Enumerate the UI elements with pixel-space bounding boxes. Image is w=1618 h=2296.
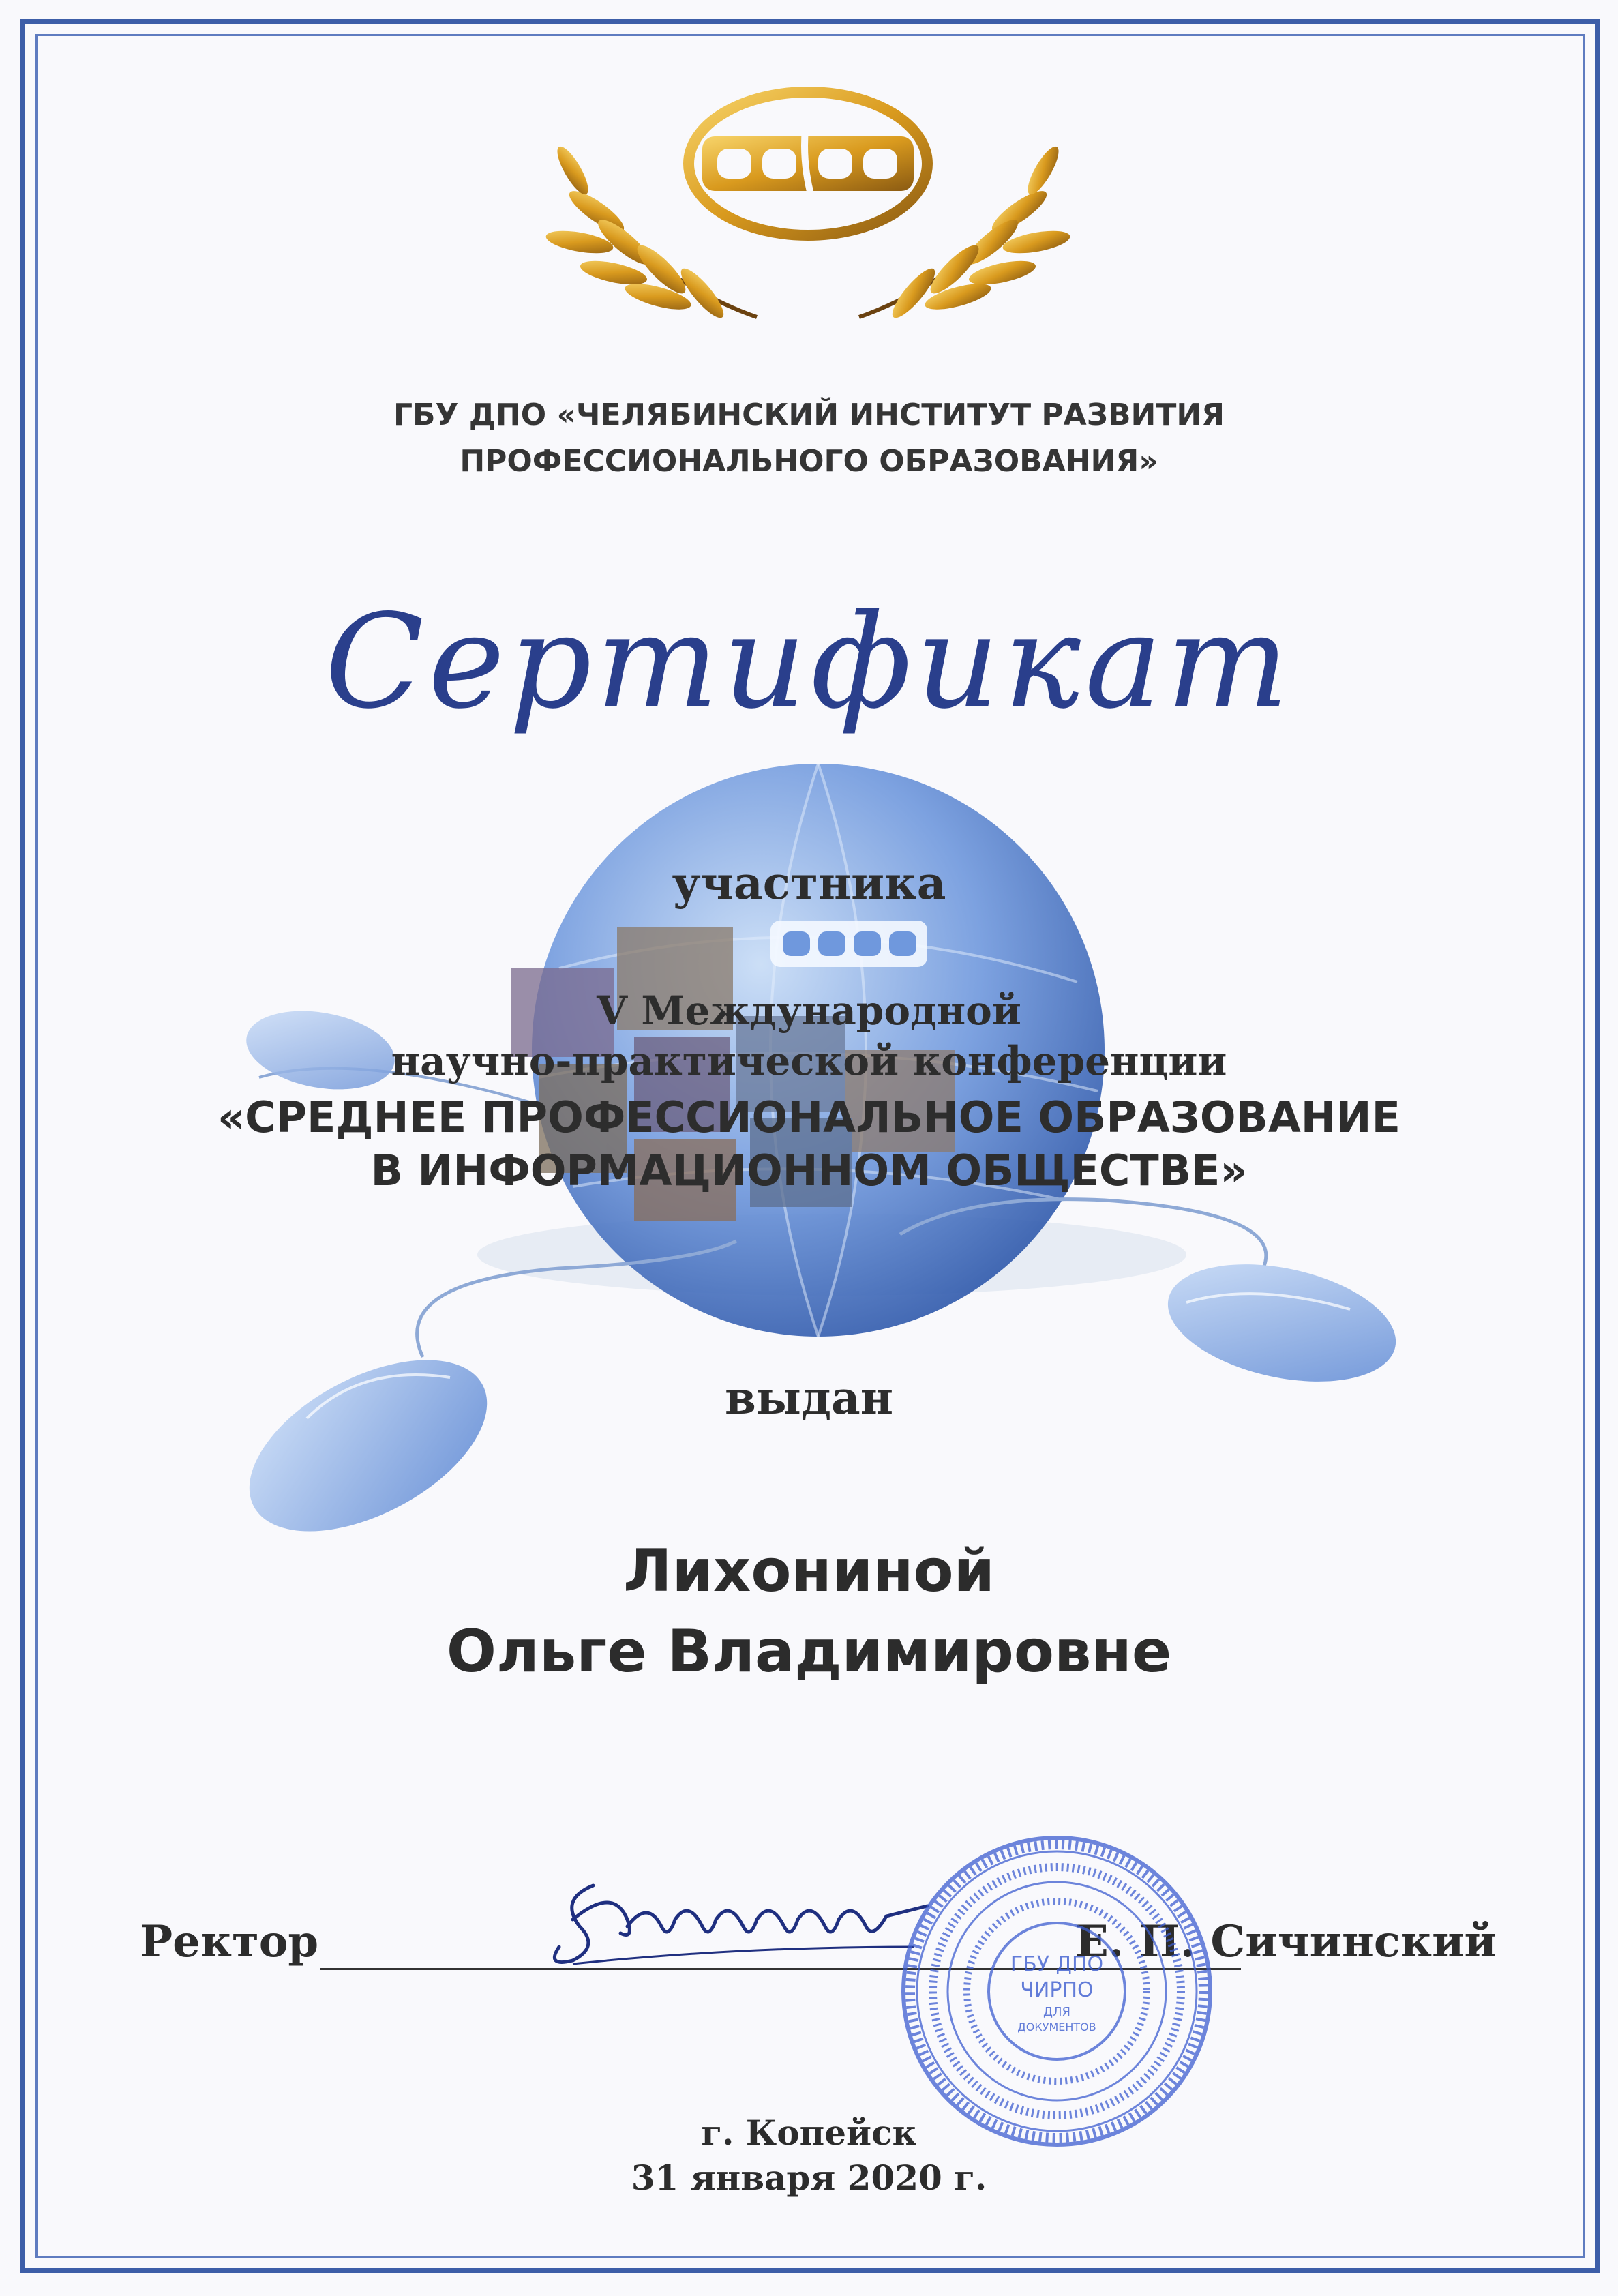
organization-line-2: ПРОФЕССИОНАЛЬНОГО ОБРАЗОВАНИЯ»	[460, 444, 1158, 479]
stamp-line-4: ДОКУМЕНТОВ	[1017, 2021, 1096, 2033]
certificate-subtitle: участника	[672, 856, 946, 910]
stamp-line-3: ДЛЯ	[1043, 2005, 1071, 2019]
conference-line-2: научно-практической конференции	[391, 1038, 1227, 1084]
conference-title-line-1: «СРЕДНЕЕ ПРОФЕССИОНАЛЬНОЕ ОБРАЗОВАНИЕ	[218, 1092, 1400, 1142]
stamp-line-1: ГБУ ДПО	[1010, 1952, 1104, 1976]
city: г. Копейск	[701, 2113, 917, 2153]
signatory-name: Е. П. Сичинский	[1075, 1916, 1497, 1967]
recipient-surname: Лихониной	[623, 1537, 995, 1605]
emblem-icon	[689, 92, 927, 235]
recipient-name	[0, 1531, 1618, 1692]
recipient-given-name: Ольге Владимировне	[446, 1617, 1172, 1686]
issued-label: выдан	[724, 1371, 894, 1425]
conference-line-1: V Международной	[597, 987, 1021, 1034]
footer	[0, 2111, 1618, 2201]
issue-date: 31 января 2020 г.	[631, 2158, 987, 2198]
signatory-role: Ректор	[140, 1916, 319, 1967]
conference-title	[0, 1091, 1618, 1197]
institute-logo	[477, 82, 1132, 341]
conference-title-line-2: В ИНФОРМАЦИОННОМ ОБЩЕСТВЕ»	[370, 1146, 1248, 1195]
stamp-line-2: ЧИРПО	[1020, 1978, 1094, 2002]
globe-emblem-icon	[770, 921, 927, 967]
conference-description	[0, 985, 1618, 1086]
certificate-title: Сертификат	[325, 586, 1293, 737]
organization-line-1: ГБУ ДПО «ЧЕЛЯБИНСКИЙ ИНСТИТУТ РАЗВИТИЯ	[393, 398, 1225, 432]
organization-name	[0, 392, 1618, 485]
official-stamp	[880, 1828, 1234, 2155]
